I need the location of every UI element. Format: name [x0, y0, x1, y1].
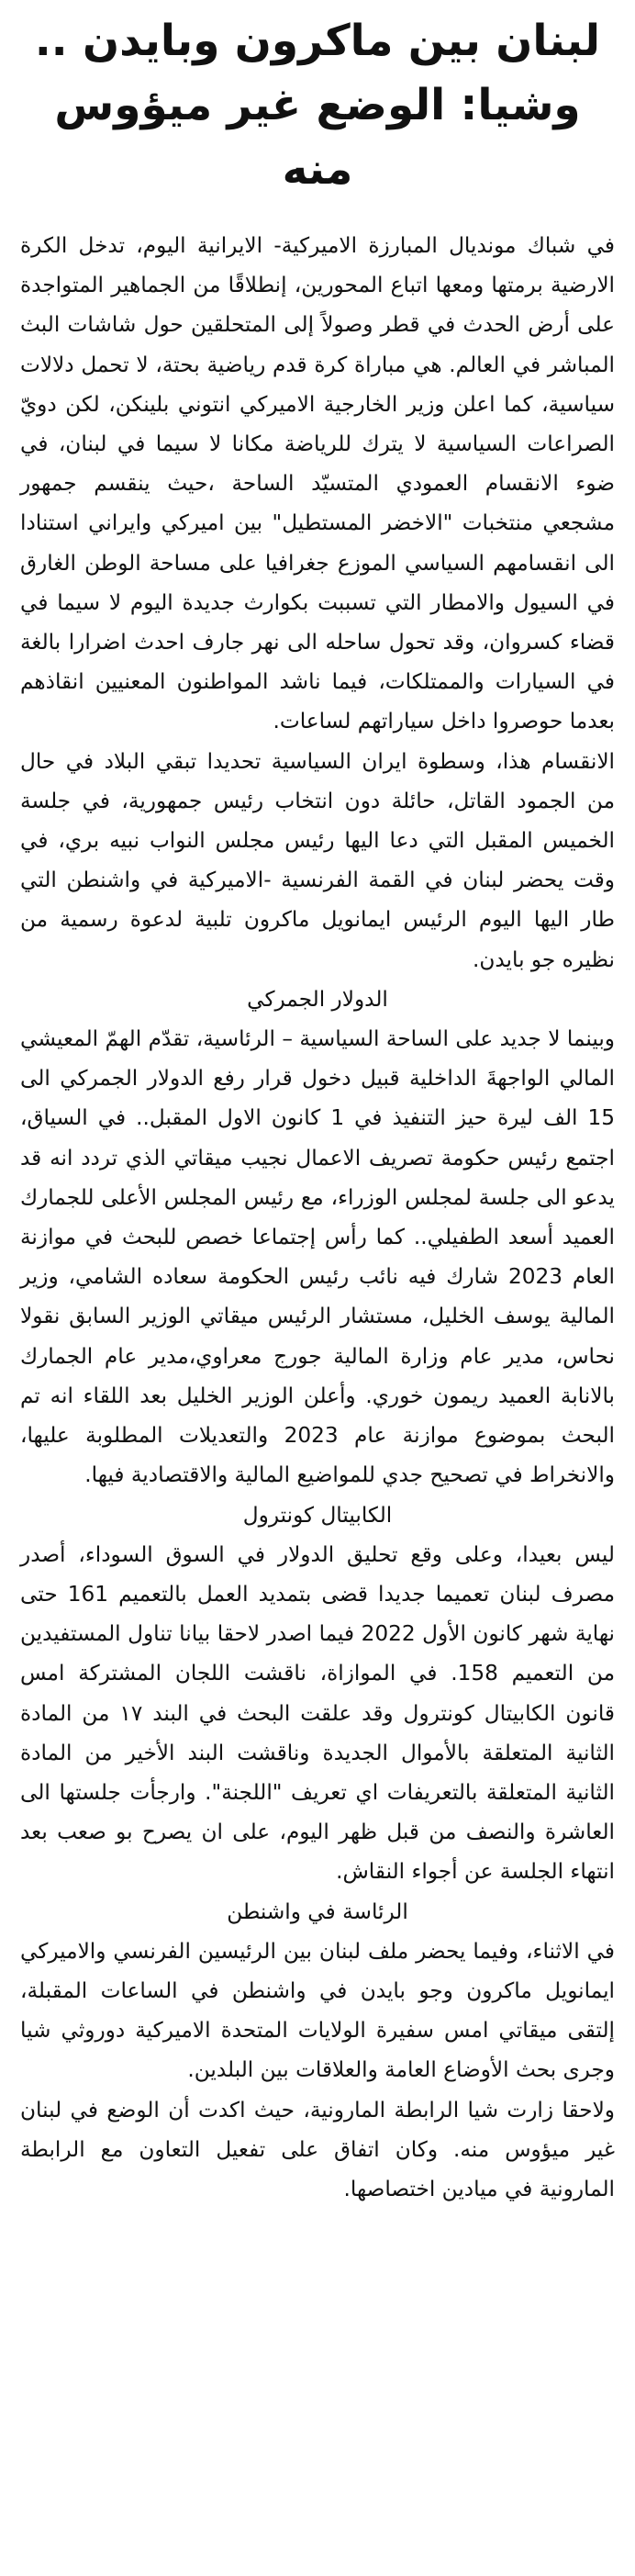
- section-heading-presidency-washington: الرئاسة في واشنطن: [227, 1898, 408, 1924]
- article-paragraph: في شباك مونديال المبارزة الاميركية- الايرانية اليوم، تدخل الكرة الارضية برمتها ومعها اتباع المحورين، إنطلاقًا من الجماهير المتواجدة على أرض الحدث في قطر وصولاً إلى المتحلقين حول شاشات البث المباشر في العالم. هي مباراة كرة قدم رياضية بحتة، لا تحمل دلالات سياسية، كما اعلن وزير الخارجية الاميركي انتوني بلينكن، لكن دويّ الصراعات السياسية لا يترك للرياضة مكانا لا سيما في لبنان، في ضوء الانقسام العمودي المتسيّد الساحة ،حيث ينقسم جمهور مشجعي منتخبات "الاخضر المستطيل" بين اميركي وايراني استنادا الى انقسامهم السياسي الموزع جغرافيا على مساحة الوطن الغارق في السيول والامطار التي تسببت بكوارث جديدة اليوم لا سيما في قضاء كسروان، وقد تحول ساحله الى نهر جارف احدث اضرارا بالغة في السيارات والممتلكات، فيما ناشد المواطنون المعنيين انقاذهم بعدما حوصروا داخل سياراتهم لساعات.: [20, 233, 615, 734]
- article-paragraph: ليس بعيدا، وعلى وقع تحليق الدولار في السوق السوداء، أصدر مصرف لبنان تعميما جديدا قضى بتمديد العمل بالتعميم 161 حتى نهاية شهر كانون الأول 2022 فيما اصدر لاحقا بيانا تناول المستفيدين من التعميم 158. في الموازاة، ناقشت اللجان المشتركة امس قانون الكابيتال كونترول وقد علقت البحث في البند ١٧ من المادة الثانية المتعلقة بالأموال الجديدة وناقشت البند الأخير من المادة الثانية المتعلقة بالتعريفات اي تعريف "اللجنة". وارجأت جلستها الى العاشرة والنصف من قبل ظهر اليوم، على ان يصرح بو صعب بعد انتهاء الجلسة عن أجواء النقاش.: [20, 1541, 616, 1885]
- article-paragraph: الانقسام هذا، وسطوة ايران السياسية تحديدا تبقي البلاد في حال من الجمود القاتل، حائلة دون انتخاب رئيس جمهورية، في جلسة الخميس المقبل التي دعا اليها رئيس مجلس النواب نبيه بري، في وقت يحضر لبنان في القمة الفرنسية -الاميركية في واشنطن التي طار اليها اليوم الرئيس ايمانويل ماكرون تلبية لدعوة رسمية من نظيره جو بايدن.: [20, 748, 615, 972]
- article-paragraph: في الاثناء، وفيما يحضر ملف لبنان بين الرئيسين الفرنسي والاميركي ايمانويل ماكرون وجو بايدن في واشنطن في الساعات المقبلة، إلتقى ميقاتي امس سفيرة الولايات المتحدة الاميركية دوروثي شيا وجرى بحث الأوضاع العامة والعلاقات بين البلدين.: [20, 1938, 615, 2083]
- article-headline: [20, 9, 615, 202]
- section-heading-capital-control: الكابيتال كونترول: [242, 1502, 393, 1528]
- article-paragraph: وبينما لا جديد على الساحة السياسية – الرئاسية، تقدّم الهمّ المعيشي المالي الواجهةَ الداخلية قبيل دخول قرار رفع الدولار الجمركي الى 15 الف ليرة حيز التنفيذ في 1 كانون الاول المقبل.. في السياق، اجتمع رئيس حكومة تصريف الاعمال نجيب ميقاتي الذي تردد انه قد يدعو الى جلسة لمجلس الوزراء، مع رئيس المجلس الأعلى للجمارك العميد أسعد الطفيلي.. كما رأس إجتماعا خصص للبحث في موازنة العام 2023 شارك فيه نائب رئيس الحكومة سعاده الشامي، وزير المالية يوسف الخليل، مستشار الرئيس ميقاتي الوزير السابق نقولا نحاس، مدير عام وزارة المالية جورج معراوي،مدير عام الجمارك بالانابة العميد ريمون خوري. وأعلن الوزير الخليل بعد اللقاء انه تم البحث بموضوع موازنة عام 2023 والتعديلات المطلوبة عليها، والانخراط في تصحيح جدي للمواضيع المالية والاقتصادية فيها.: [20, 1026, 615, 1488]
- headline-line-2: وشيا: الوضع غير ميؤوس منه: [54, 80, 581, 195]
- article-paragraph: ولاحقا زارت شيا الرابطة المارونية، حيث اكدت أن الوضع في لبنان غير ميؤوس منه. وكان اتفاق على تفعيل التعاون مع الرابطة المارونية في ميادين اختصاصها.: [20, 2097, 615, 2201]
- headline-line-1: لبنان بين ماكرون وبايدن ..: [34, 16, 601, 66]
- section-heading-customs-dollar: الدولار الجمركي: [247, 986, 388, 1012]
